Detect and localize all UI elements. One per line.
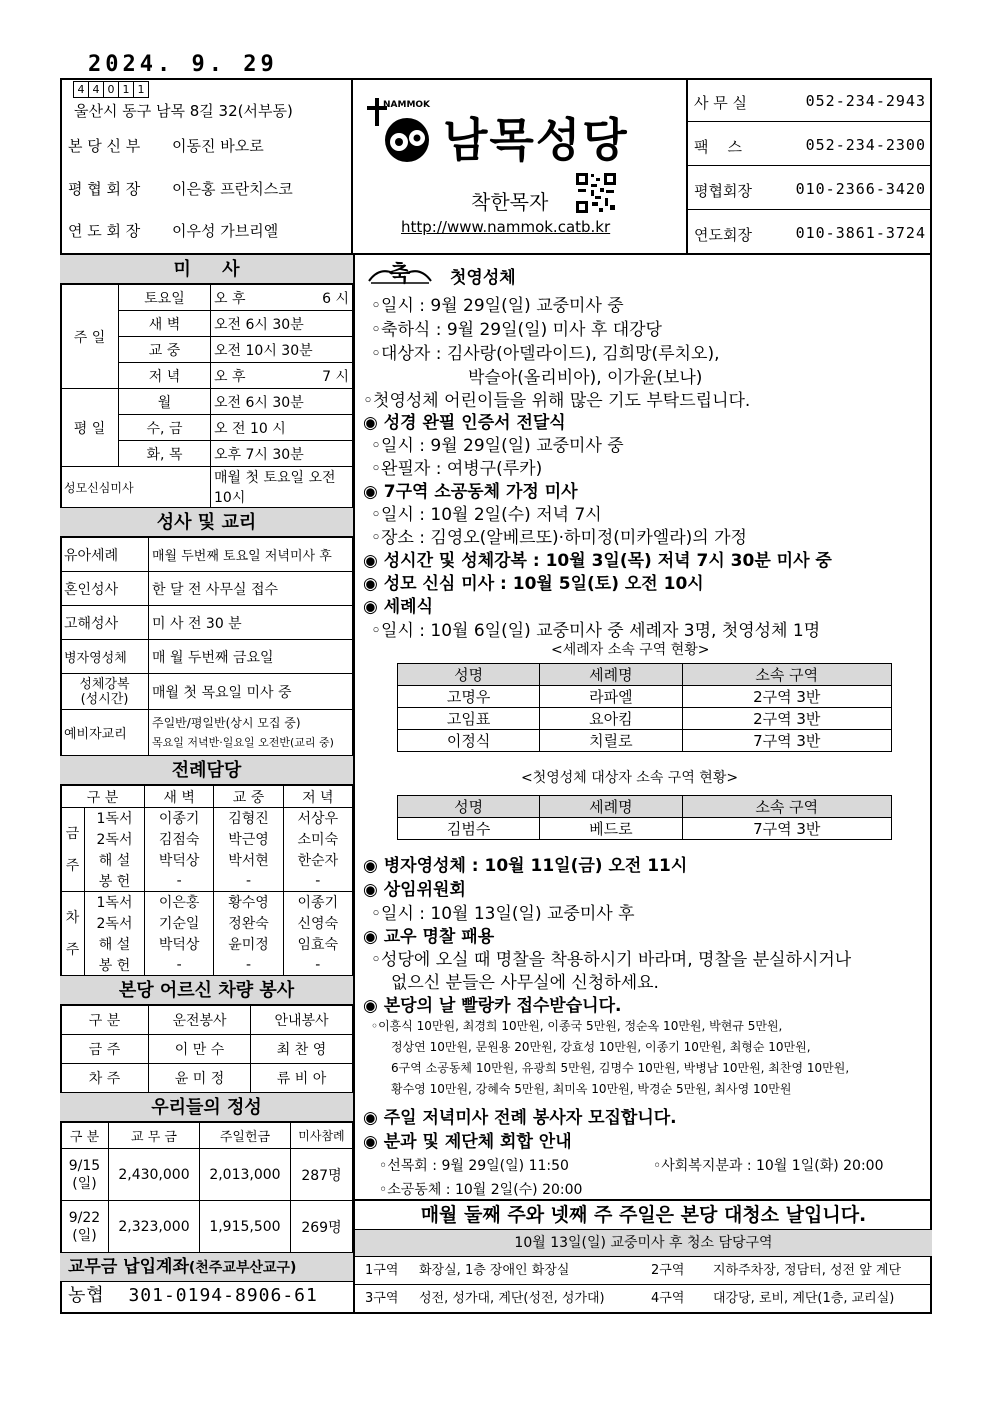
youth-label: 연 도 회 장: [68, 222, 141, 240]
role-label: 봉 헌: [85, 955, 145, 976]
council-name: 이은홍 프란치스코: [172, 180, 293, 198]
account-title: 교무금 납입계좌: [68, 1257, 189, 1277]
notice-line: ◦장소 : 김영오(알베르또)·하미정(미카엘라)의 가정: [371, 528, 747, 548]
notice-line: ◦성당에 오실 때 명찰을 착용하시기 바라며, 명찰을 분실하시거나: [371, 950, 852, 970]
notice-line: ◦일시 : 10월 13일(일) 교중미사 후: [371, 904, 635, 924]
donor-line: ◦이흥식 10만원, 최경희 10만원, 이종국 5만원, 정순옥 10만원, 박현규 5만원,: [371, 1019, 783, 1033]
mass-day: 새 벽: [119, 311, 211, 337]
youth-name: 이우성 가브리엘: [172, 222, 279, 240]
contact-list: [688, 78, 930, 253]
sacrament-info: 한 달 전 사무실 접수: [149, 572, 353, 606]
col-head: 구 분: [61, 786, 145, 808]
table-cell: 2구역 3반: [682, 708, 891, 730]
notice-line: ◦완필자 : 여병구(루카): [371, 459, 543, 479]
server-name: -: [214, 871, 283, 892]
table-caption: <첫영성체 대상자 소속 구역 현황>: [521, 770, 739, 786]
table-cell: 라파엘: [540, 686, 682, 708]
offering-amount: 1,915,500: [199, 1201, 290, 1253]
server-name: 정완숙: [214, 913, 283, 934]
col-head: 새 벽: [145, 786, 214, 808]
mass-time: 오후 7시 30분: [211, 441, 353, 467]
account-sub: (천주교부산교구): [188, 1260, 297, 1276]
mass-day: 저 녁: [119, 363, 211, 389]
server-name: 박덕상: [145, 934, 214, 955]
zone-area: 대강당, 로비, 계단(1층, 교리실): [713, 1291, 895, 1306]
col-head: 성명: [398, 664, 540, 686]
marian-time: 매월 첫 토요일 오전 10시: [211, 467, 353, 508]
postal-digit: 1: [133, 81, 149, 98]
notice-line: ◦대상자 : 김사랑(아델라이드), 김희망(루치오),: [371, 344, 720, 364]
recruit-title: ◉ 주일 저녁미사 전례 봉사자 모집합니다.: [363, 1108, 677, 1128]
mass-day: 교 중: [119, 337, 211, 363]
volunteer-name: 최 찬 영: [251, 1035, 353, 1064]
server-name: -: [145, 955, 214, 976]
account-number: 농협 301-0194-8906-61: [68, 1285, 318, 1306]
notice-line: ◦첫영성체 어린이들을 위해 많은 기도 부탁드립니다.: [363, 391, 751, 411]
cleaning-subtitle: 10월 13일(일) 교중미사 후 청소 담당구역: [355, 1230, 932, 1257]
server-name: 윤미정: [214, 934, 283, 955]
server-name: 박근영: [214, 829, 283, 850]
table-cell: 7구역 3반: [682, 730, 891, 752]
notice-line: ◦일시 : 10월 6일(일) 교중미사 중 세례자 3명, 첫영성체 1명: [371, 621, 821, 641]
catechumen-info: 목요일 저녁반·일요일 오전반(교리 중): [152, 735, 334, 749]
offering-date: 9/15 (일): [61, 1149, 109, 1201]
sacrament-name: 혼인성사: [61, 572, 149, 606]
contact-youth: [694, 224, 926, 245]
server-name: -: [145, 871, 214, 892]
server-name: 박덕상: [145, 850, 214, 871]
postal-digit: 0: [103, 81, 119, 98]
holy-hour-title: ◉ 성시간 및 성체강복 : 10월 3일(목) 저녁 7시 30분 미사 중: [363, 551, 832, 571]
mass-day: 월: [119, 389, 211, 415]
offering-table: [60, 1122, 353, 1253]
sacraments-table: [60, 537, 353, 756]
vehicle-table: [60, 1005, 353, 1093]
notice-line: 없으신 분들은 사무실에 신청하세요.: [391, 973, 659, 993]
server-name: 서상우: [283, 808, 352, 829]
address: 울산시 동구 남목 8길 32(서부동): [74, 102, 293, 120]
table-cell: 이정식: [398, 730, 540, 752]
volunteer-name: 윤 미 정: [149, 1064, 251, 1093]
committee-title: ◉ 상임위원회: [363, 880, 466, 900]
mass-day: 화, 목: [119, 441, 211, 467]
col-head: 안내봉사: [251, 1006, 353, 1035]
mass-day: 수, 금: [119, 415, 211, 441]
liturgy-title: 전례담당: [60, 756, 353, 785]
table-cell: 김범수: [398, 818, 540, 840]
zone-label: 1구역: [365, 1263, 399, 1278]
table-cell: 고임표: [398, 708, 540, 730]
role-label: 1독서: [85, 808, 145, 829]
sacraments-title: 성사 및 교리: [60, 508, 353, 537]
offering-date: 9/22 (일): [61, 1201, 109, 1253]
notice-column: [353, 255, 932, 1314]
church-logo-area: [353, 78, 688, 253]
attendance: 269명: [290, 1201, 352, 1253]
volunteer-name: 류 비 아: [251, 1064, 353, 1093]
mass-title: 미 사: [60, 255, 353, 284]
server-name: 한순자: [283, 850, 352, 871]
left-column: [60, 255, 353, 1310]
table-cell: 7구역 3반: [682, 818, 891, 840]
server-name: 이종기: [283, 892, 352, 913]
notice-line: 박슬아(올리비아), 이가윤(보나): [468, 368, 703, 388]
server-name: -: [283, 955, 352, 976]
header: [60, 78, 932, 255]
zone-area: 화장실, 1층 장애인 화장실: [419, 1263, 570, 1278]
cleaning-banner: 매월 둘째 주와 넷째 주 주일은 본당 대청소 날입니다.: [355, 1199, 932, 1230]
mass-day: 토요일: [119, 285, 211, 311]
zone-area: 지하주차장, 정담터, 성전 앞 계단: [713, 1263, 902, 1278]
sacrament-name: 병자영성체: [61, 640, 149, 674]
col-head: 성명: [398, 796, 540, 818]
server-name: 황수영: [214, 892, 283, 913]
role-label: 2독서: [85, 913, 145, 934]
contact-label: 연도회장: [694, 226, 752, 244]
contact-label: 팩 스: [694, 138, 743, 156]
table-caption: <세례자 소속 구역 현황>: [551, 642, 710, 658]
col-head: 교 무 금: [109, 1123, 200, 1149]
baptism-table: [397, 663, 892, 752]
contact-fax: [694, 136, 926, 157]
zone-area: 성전, 성가대, 계단(성전, 성가대): [419, 1291, 605, 1306]
week-label: 금 주: [61, 1035, 149, 1064]
badge-text: 축: [389, 261, 411, 287]
col-head: 소속 구역: [682, 796, 891, 818]
role-label: 해 설: [85, 934, 145, 955]
marian-mass-title: ◉ 성모 신심 미사 : 10월 5일(토) 오전 10시: [363, 574, 704, 594]
notice-line: ◦축하식 : 9월 29일(일) 미사 후 대강당: [371, 320, 662, 340]
website-link[interactable]: http://www.nammok.catb.kr: [401, 218, 611, 236]
donor-line: 6구역 소공동체 10만원, 유광희 5만원, 김명수 10만원, 박병남 10만원, 최찬영 10만원,: [391, 1061, 850, 1075]
notice-line: ◦일시 : 9월 29일(일) 교중미사 중: [371, 296, 624, 316]
contact-office: [694, 92, 926, 113]
postal-digit: 4: [88, 81, 104, 98]
mass-time: 6 시: [286, 285, 353, 311]
server-name: -: [283, 871, 352, 892]
offering-title: 우리들의 정성: [60, 1093, 353, 1122]
offering-amount: 2,013,000: [199, 1149, 290, 1201]
table-cell: 고명우: [398, 686, 540, 708]
sacrament-name: 성체강복 (성시간): [61, 674, 149, 710]
sick-communion-title: ◉ 병자영성체 : 10월 11일(금) 오전 11시: [363, 856, 688, 876]
mass-time: 오전 6시 30분: [211, 311, 353, 337]
postal-digit: 4: [73, 81, 89, 98]
contact-number: 052-234-2943: [805, 92, 926, 110]
col-head: 구 분: [61, 1123, 109, 1149]
pastor-label: 본 당 신 부: [68, 137, 141, 155]
motto: 착한목자: [471, 190, 549, 214]
sacrament-info: 매 월 두번째 금요일: [149, 640, 353, 674]
contact-number: 052-234-2300: [805, 136, 926, 154]
col-head: 운전봉사: [149, 1006, 251, 1035]
col-head: 교 중: [214, 786, 283, 808]
cleaning-row: [355, 1257, 932, 1285]
server-name: 이종기: [145, 808, 214, 829]
mass-time: 오 후: [211, 285, 286, 311]
contact-number: 010-3861-3724: [795, 224, 926, 242]
palanca-title: ◉ 본당의 날 빨랑카 접수받습니다.: [363, 996, 622, 1016]
meeting-line: ◦사회복지분과 : 10월 1일(화) 20:00: [653, 1158, 884, 1174]
sacrament-info: 미 사 전 30 분: [149, 606, 353, 640]
contact-council: [694, 180, 926, 201]
contact-number: 010-2366-3420: [795, 180, 926, 198]
first-communion-table: [397, 795, 892, 840]
bulletin-date: 2024. 9. 29: [88, 52, 278, 77]
celebrate-badge-icon: [365, 259, 435, 285]
contact-label: 사 무 실: [694, 94, 748, 112]
server-name: 기순일: [145, 913, 214, 934]
bible-title: ◉ 성경 완필 인증서 전달식: [363, 413, 566, 433]
role-label: 1독서: [85, 892, 145, 913]
donor-line: 정상연 10만원, 문원용 20만원, 강효성 10만원, 이종기 10만원, 최형순 10만원,: [391, 1040, 811, 1054]
role-label: 2독서: [85, 829, 145, 850]
table-cell: 베드로: [540, 818, 682, 840]
this-week-label: 금 주: [61, 808, 85, 892]
sacrament-info: 매월 두번째 토요일 저녁미사 후: [149, 538, 353, 572]
catechumen-info: 주일반/평일반(상시 모집 중): [152, 715, 301, 730]
postal-digit: 1: [118, 81, 134, 98]
pastor-name: 이동진 바오로: [172, 137, 264, 155]
mass-time: 7 시: [286, 363, 353, 389]
logo-small-text: NAMMOK: [383, 100, 431, 110]
sacrament-name: 고해성사: [61, 606, 149, 640]
sacrament-info: 매월 첫 목요일 미사 중: [149, 674, 353, 710]
server-name: -: [214, 955, 283, 976]
cleaning-row: [355, 1285, 932, 1313]
volunteer-name: 이 만 수: [149, 1035, 251, 1064]
zone-label: 3구역: [365, 1291, 399, 1306]
role-label: 봉 헌: [85, 871, 145, 892]
col-head: 저 녁: [283, 786, 352, 808]
role-label: 해 설: [85, 850, 145, 871]
server-name: 이은홍: [145, 892, 214, 913]
mass-table: [60, 284, 353, 508]
postal-code: [73, 81, 148, 98]
notice-line: ◦일시 : 10월 2일(수) 저녁 7시: [371, 505, 602, 525]
server-name: 김형진: [214, 808, 283, 829]
weekday-label: 평 일: [61, 389, 119, 467]
church-info: [60, 78, 353, 253]
account-label: [60, 1253, 353, 1282]
donor-line: 황수영 10만원, 강혜숙 5만원, 최미옥 10만원, 박경순 5만원, 최사영 10만원: [391, 1082, 792, 1096]
table-cell: 치릴로: [540, 730, 682, 752]
mass-time: 오 전 10 시: [211, 415, 353, 441]
contact-label: 평협회장: [694, 182, 752, 200]
next-week-label: 차 주: [61, 892, 85, 976]
catechumen-label: 예비자교리: [61, 710, 149, 756]
server-name: 김점숙: [145, 829, 214, 850]
server-name: 신영숙: [283, 913, 352, 934]
table-cell: 2구역 3반: [682, 686, 891, 708]
col-head: 세례명: [540, 664, 682, 686]
week-label: 차 주: [61, 1064, 149, 1093]
qr-code-icon: [575, 172, 617, 214]
name-badge-title: ◉ 교우 명찰 패용: [363, 927, 495, 947]
notice-line: ◦일시 : 9월 29일(일) 교중미사 중: [371, 436, 624, 456]
marian-label: 성모신심미사: [61, 467, 211, 508]
attendance: 287명: [290, 1149, 352, 1201]
col-head: 미사참례: [290, 1123, 352, 1149]
offering-amount: 2,430,000: [109, 1149, 200, 1201]
col-head: 구 분: [61, 1006, 149, 1035]
sacrament-name: 유아세례: [61, 538, 149, 572]
home-mass-title: ◉ 7구역 소공동체 가정 미사: [363, 482, 578, 502]
zone-label: 4구역: [651, 1291, 685, 1306]
col-head: 주일헌금: [199, 1123, 290, 1149]
meeting-line: ◦소공동체 : 10월 2일(수) 20:00: [379, 1182, 583, 1198]
mass-time: 오전 10시 30분: [211, 337, 353, 363]
mass-time: 오전 6시 30분: [211, 389, 353, 415]
liturgy-table: [60, 785, 353, 976]
first-communion-title: 첫영성체: [450, 268, 516, 288]
sunday-label: 주 일: [61, 285, 119, 389]
baptism-title: ◉ 세례식: [363, 597, 434, 617]
table-cell: 요아킴: [540, 708, 682, 730]
col-head: 소속 구역: [682, 664, 891, 686]
meeting-title: ◉ 분과 및 제단체 회합 안내: [363, 1132, 572, 1152]
council-label: 평 협 회 장: [68, 180, 141, 198]
church-name: 남목성당: [443, 113, 629, 167]
mass-time: 오 후: [211, 363, 286, 389]
col-head: 세례명: [540, 796, 682, 818]
meeting-line: ◦선목회 : 9월 29일(일) 11:50: [379, 1158, 569, 1174]
server-name: 박서현: [214, 850, 283, 871]
zone-label: 2구역: [651, 1263, 685, 1278]
server-name: 소미숙: [283, 829, 352, 850]
offering-amount: 2,323,000: [109, 1201, 200, 1253]
server-name: 임효숙: [283, 934, 352, 955]
vehicle-title: 본당 어르신 차량 봉사: [60, 976, 353, 1005]
